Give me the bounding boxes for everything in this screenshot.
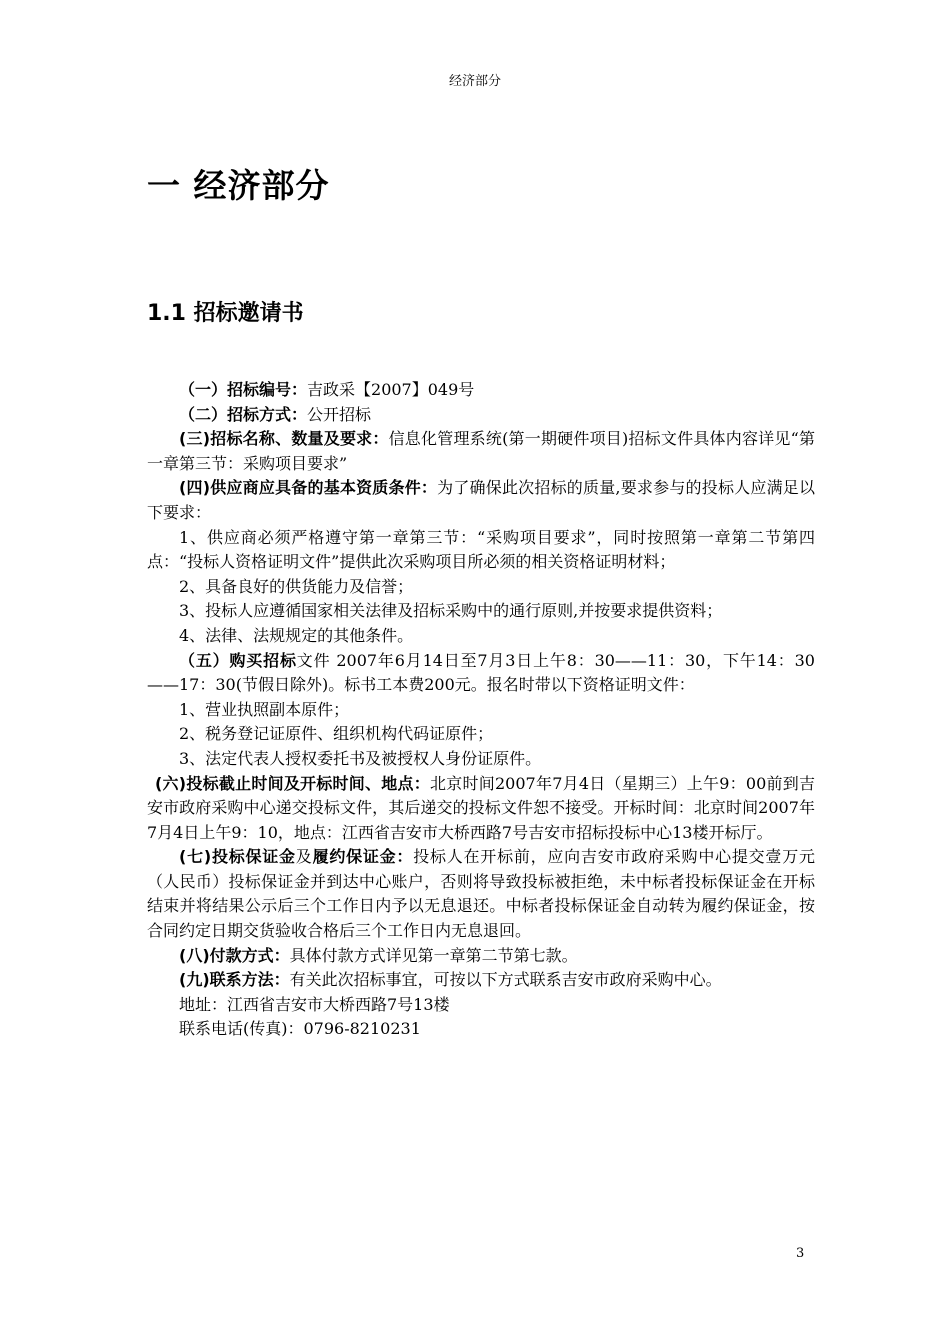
bid-method-paragraph [147,403,815,428]
purchase-item-3: 3、法定代表人授权委托书及被授权人身份证原件。 [179,748,542,768]
qualification-item-3: 3、投标人应遵循国家相关法律及招标采购中的通行原则,并按要求提供资料； [179,601,723,621]
contact-text: 有关此次招标事宜，可按以下方式联系吉安市政府采购中心。 [289,970,722,990]
payment-text: 具体付款方式详见第一章第二节第七款。 [289,945,578,965]
deposit-paragraph [147,845,815,943]
qualification-item-4: 4、法律、法规规定的其他条件。 [179,625,414,645]
qualification-paragraph [147,476,815,525]
section-title: 1.1 招标邀请书 [147,301,304,326]
purchase-paragraph [147,649,815,698]
bid-name-paragraph [147,427,815,476]
purchase-text: 文件 2007年6月14日至7月3日上午8：30——11：30，下午14：30——17：30(节假日除外)。标书工本费200元。报名时带以下资格证明文件： [147,650,815,695]
bid-number-paragraph [147,378,815,403]
payment-label: (八)付款方式： [179,945,290,965]
purchase-item-2: 2、税务登记证原件、组织机构代码证原件； [179,724,494,744]
bid-method-label: （二）招标方式： [179,404,308,424]
document-body [147,378,815,1042]
qualification-text: 为了确保此次招标的质量,要求参与的投标人应满足以下要求： [147,478,815,522]
contact-label: (九)联系方法： [179,970,290,990]
purchase-label: （五）购买招标 [179,650,297,670]
running-header: 经济部分 [448,74,501,89]
chapter-title: 一 经济部分 [147,166,330,205]
bid-method-value: 公开招标 [307,404,372,424]
deposit-mid: 及 [295,847,313,867]
deposit-label-b: 履约保证金： [312,847,414,867]
bid-name-text: 信息化管理系统(第一期硬件项目)招标文件具体内容详见“第一章第三节：采购项目要求” [147,429,815,473]
contact-address: 地址：江西省吉安市大桥西路7号13楼 [179,994,450,1014]
contact-phone: 联系电话(传真)：0796-8210231 [179,1019,421,1039]
bid-number-value: 吉政采【2007】049号 [307,380,475,399]
qualification-label: (四)供应商应具备的基本资质条件： [179,478,438,498]
bid-number-label: （一）招标编号： [179,380,308,399]
deadline-paragraph [147,772,815,846]
qualification-item-2: 2、具备良好的供货能力及信誉； [179,576,414,596]
deposit-text: 投标人在开标前，应向吉安市政府采购中心提交壹万元（人民币）投标保证金并到达中心账户，否则将导致投标被拒绝，未中标者投标保证金在开标结束并将结果公示后三个工作日内予以无息退还。中标者投标保证金自动转为履约保证金，按合同约定日期交货验收合格后三个工作日内无息退回。 [147,847,815,941]
qualification-item-1: 1、供应商必须严格遵守第一章第三节：“采购项目要求”，同时按照第一章第二节第四点：“投标人资格证明文件”提供此次采购项目所必须的相关资格证明材料； [147,527,815,572]
deadline-text: 北京时间2007年7月4日（星期三）上午9：00前到吉安市政府采购中心递交投标文件，其后递交的投标文件恕不接受。开标时间：北京时间2007年7月4日上午9：10，地点：江西省吉安市大桥西路7号吉安市招标投标中心13楼开标厅。 [147,773,815,842]
deadline-label: (六)投标截止时间及开标时间、地点： [155,773,431,793]
deposit-label-a: (七)投标保证金 [179,847,296,867]
contact-paragraph [147,968,815,993]
page-number: 3 [796,1246,805,1261]
bid-name-label: (三)招标名称、数量及要求： [179,429,389,449]
payment-paragraph [147,944,815,969]
purchase-item-1: 1、营业执照副本原件； [179,699,350,719]
